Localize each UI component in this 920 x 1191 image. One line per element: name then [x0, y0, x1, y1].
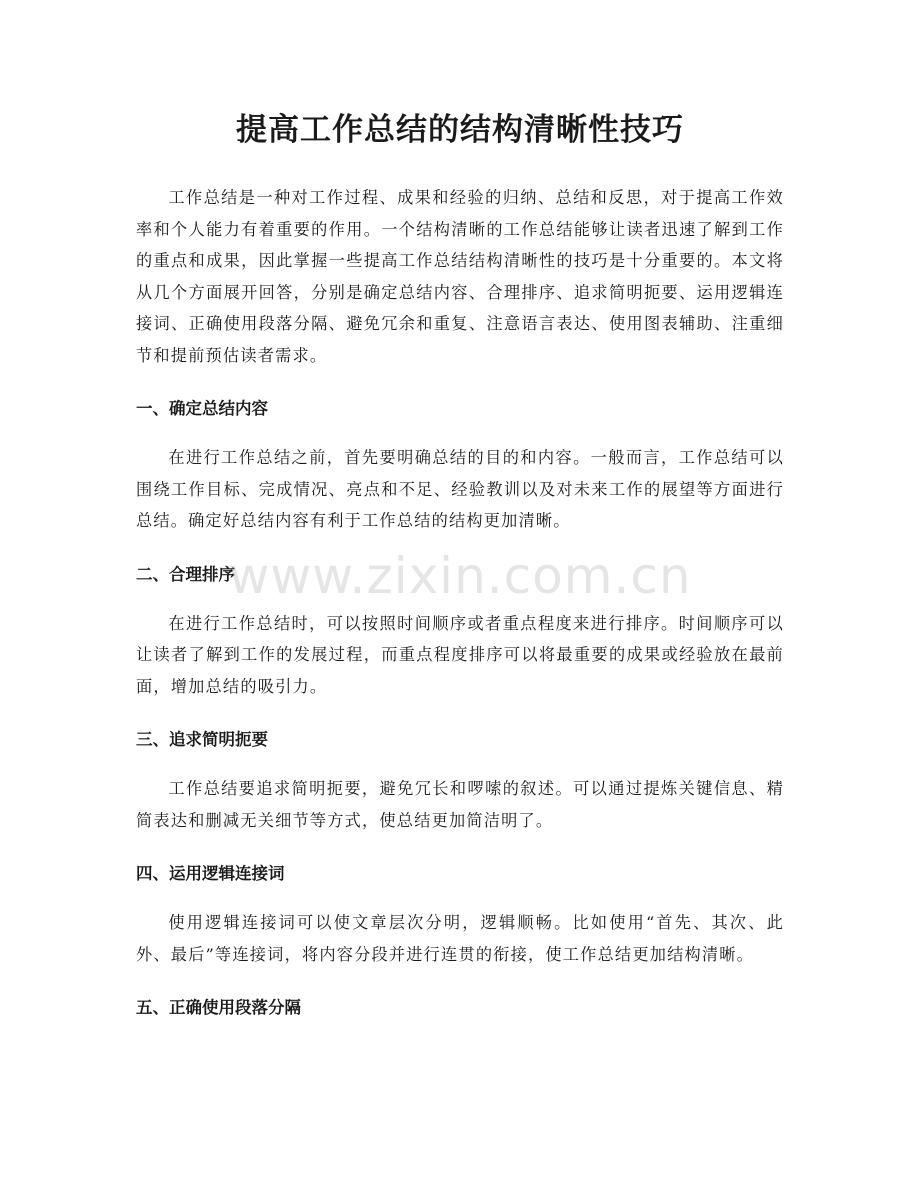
section-body-1: 在进行工作总结之前，首先要明确总结的目的和内容。一般而言，工作总结可以围绕工作目标、完成情况、亮点和不足、经验教训以及对未来工作的展望等方面进行总结。确定好总结内容有利于工作总结的结构更加清晰。: [136, 448, 784, 530]
section-body-3: 工作总结要追求简明扼要，避免冗长和啰嗦的叙述。可以通过提炼关键信息、精简表达和删减无关细节等方式，使总结更加简洁明了。: [136, 779, 784, 830]
spacer: [136, 970, 784, 993]
section-heading-3: 三、追求简明扼要: [136, 730, 268, 749]
intro-paragraph: 工作总结是一种对工作过程、成果和经验的归纳、总结和反思，对于提高工作效率和个人能力有着重要的作用。一个结构清晰的工作总结能够让读者迅速了解到工作的重点和成果，因此掌握一些提高工作总结结构清晰性的技巧是十分重要的。本文将从几个方面展开回答，分别是确定总结内容、合理排序、追求简明扼要、运用逻辑连接词、正确使用段落分隔、避免冗余和重复、注意语言表达、使用图表辅助、注重细节和提前预估读者需求。: [136, 188, 784, 365]
section-heading-4: 四、运用逻辑连接词: [136, 864, 285, 883]
spacer: [136, 424, 784, 442]
section-heading-5: 五、正确使用段落分隔: [136, 998, 301, 1017]
section-body-4: 使用逻辑连接词可以使文章层次分明，逻辑顺畅。比如使用“首先、其次、此外、最后”等连接词，将内容分段并进行连贯的衔接，使工作总结更加结构清晰。: [136, 913, 784, 964]
document-body: [136, 182, 784, 1023]
section-heading-1: 一、确定总结内容: [136, 399, 268, 418]
spacer: [136, 755, 784, 773]
spacer: [136, 371, 784, 394]
spacer: [136, 702, 784, 725]
spacer: [136, 590, 784, 608]
spacer: [136, 889, 784, 907]
section-body-2: 在进行工作总结时，可以按照时间顺序或者重点程度来进行排序。时间顺序可以让读者了解到工作的发展过程，而重点程度排序可以将最重要的成果或经验放在最前面，增加总结的吸引力。: [136, 613, 784, 696]
spacer: [136, 537, 784, 560]
watermark-text: www.zixin.com.cn: [228, 547, 692, 605]
spacer: [136, 836, 784, 859]
section-heading-2: 二、合理排序: [136, 564, 235, 584]
page-title: 提高工作总结的结构清晰性技巧: [236, 112, 684, 148]
